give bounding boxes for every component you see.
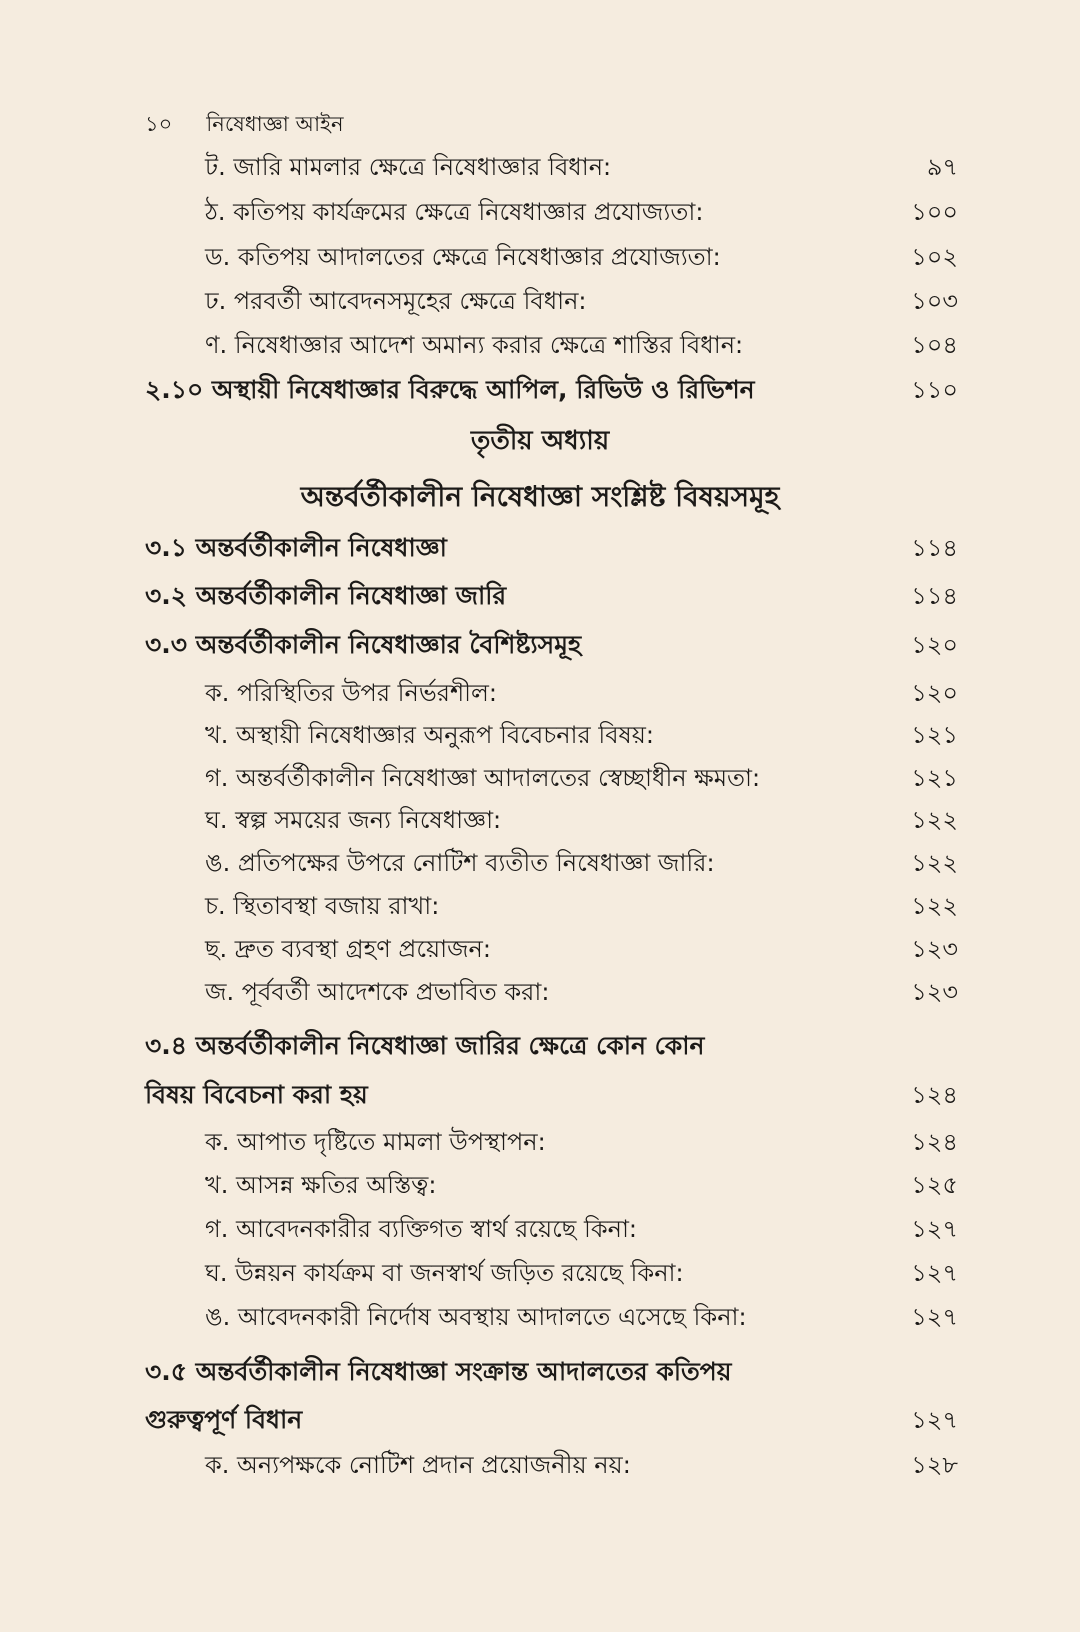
toc-entry-page: ১২৭ [911,1215,958,1243]
toc-entry [0,929,1080,969]
toc-section-page: ১১৪ [911,534,958,562]
toc-entry [0,972,1080,1012]
toc-entry-label: গ. আবেদনকারীর ব্যক্তিগত স্বার্থ রয়েছে কিনা: [205,1215,637,1243]
toc-entry-label: ক. আপাত দৃষ্টিতে মামলা উপস্থাপন: [205,1128,546,1156]
toc-entry [0,192,1080,232]
toc-entry-label: খ. আসন্ন ক্ষতির অস্তিত্ব: [205,1171,437,1199]
toc-section [0,528,1080,568]
toc-entry [0,1209,1080,1249]
toc-entry-label: ঘ. উন্নয়ন কার্যক্রম বা জনস্বার্থ জড়িত রয়েছে কিনা: [205,1259,684,1287]
toc-entry-page: ১২৭ [911,1303,958,1331]
toc-section-3-4-line1: ৩.৪ অন্তর্বর্তীকালীন নিষেধাজ্ঞা জারির ক্ষেত্রে কোন কোন [145,1031,705,1060]
toc-section-page: ১২৪ [911,1081,958,1109]
toc-section [0,576,1080,616]
toc-entry-page: ১২২ [911,892,958,920]
toc-entry-page: ১২৩ [911,978,958,1006]
header-page-number: ১০ [145,112,173,136]
toc-entry [0,1297,1080,1337]
toc-section-3-5-line1: ৩.৫ অন্তর্বর্তীকালীন নিষেধাজ্ঞা সংক্রান্ত আদালতের কতিপয় [145,1357,732,1386]
toc-entry [0,1445,1080,1485]
toc-entry-label: ঠ. কতিপয় কার্যক্রমের ক্ষেত্রে নিষেধাজ্ঞার প্রযোজ্যতা: [205,198,704,226]
toc-section-page: ১১০ [911,376,958,404]
header-book-title: নিষেধাজ্ঞা আইন [206,112,344,136]
toc-entry [0,715,1080,755]
toc-entry [0,843,1080,883]
toc-entry-page: ১২০ [911,679,958,707]
toc-section-label: ২.১০ অস্থায়ী নিষেধাজ্ঞার বিরুদ্ধে আপিল, রিভিউ ও রিভিশন [145,375,755,404]
toc-section-page: ১২০ [911,631,958,659]
toc-entry-label: ক. পরিস্থিতির উপর নির্ভরশীল: [205,679,497,707]
toc-section [0,625,1080,665]
toc-entry [0,1122,1080,1162]
toc-entry [0,800,1080,840]
toc-entry-page: ১২২ [911,849,958,877]
toc-entry [0,1165,1080,1205]
chapter-title: অন্তর্বর্তীকালীন নিষেধাজ্ঞা সংশ্লিষ্ট বিষয়সমূহ [300,480,780,513]
toc-entry [0,237,1080,277]
toc-section-page: ১১৪ [911,582,958,610]
toc-entry-page: ১০০ [911,198,958,226]
chapter-number: তৃতীয় অধ্যায় [470,426,610,456]
toc-entry [0,886,1080,926]
toc-entry-page: ১২১ [911,721,958,749]
toc-entry-page: ১০২ [911,243,958,271]
toc-entry [0,281,1080,321]
toc-entry-label: গ. অন্তর্বর্তীকালীন নিষেধাজ্ঞা আদালতের স্বেচ্ছাধীন ক্ষমতা: [205,764,761,792]
toc-entry-page: ১২৮ [911,1451,958,1479]
toc-entry-label: ড. কতিপয় আদালতের ক্ষেত্রে নিষেধাজ্ঞার প্রযোজ্যতা: [205,243,721,271]
toc-entry-label: ঙ. প্রতিপক্ষের উপরে নোটিশ ব্যতীত নিষেধাজ্ঞা জারি: [205,849,715,877]
toc-entry-page: ১২৫ [911,1171,958,1199]
toc-entry-label: ঘ. স্বল্প সময়ের জন্য নিষেধাজ্ঞা: [205,806,502,834]
toc-entry-label: ক. অন্যপক্ষকে নোটিশ প্রদান প্রয়োজনীয় নয়: [205,1451,631,1479]
toc-section-2-10 [0,370,1080,410]
toc-section-3-5 [0,1400,1080,1440]
toc-entry-page: ১২১ [911,764,958,792]
toc-section-3-4 [0,1075,1080,1115]
toc-entry [0,673,1080,713]
toc-entry-page: ১০৩ [911,287,958,315]
toc-section-label: ৩.১ অন্তর্বর্তীকালীন নিষেধাজ্ঞা [145,533,447,562]
toc-entry-page: ১২৪ [911,1128,958,1156]
toc-section-label: ৩.৩ অন্তর্বর্তীকালীন নিষেধাজ্ঞার বৈশিষ্ট্যসমূহ [145,630,582,659]
toc-entry-label: জ. পূর্ববর্তী আদেশকে প্রভাবিত করা: [205,978,550,1006]
toc-entry-label: চ. স্থিতাবস্থা বজায় রাখা: [205,892,440,920]
toc-entry-page: ৯৭ [926,153,958,181]
toc-entry-page: ১২৩ [911,935,958,963]
toc-entry-label: ট. জারি মামলার ক্ষেত্রে নিষেধাজ্ঞার বিধান: [205,153,612,181]
toc-entry-label: ঙ. আবেদনকারী নির্দোষ অবস্থায় আদালতে এসেছে কিনা: [205,1303,747,1331]
toc-entry [0,147,1080,187]
toc-section-label: ৩.২ অন্তর্বর্তীকালীন নিষেধাজ্ঞা জারি [145,581,507,610]
toc-entry-page: ১২৭ [911,1259,958,1287]
toc-entry-page: ১০৪ [911,331,958,359]
running-header [145,108,344,143]
toc-entry [0,1253,1080,1293]
toc-entry-label: ণ. নিষেধাজ্ঞার আদেশ অমান্য করার ক্ষেত্রে শাস্তির বিধান: [205,331,744,359]
toc-entry-label: খ. অস্থায়ী নিষেধাজ্ঞার অনুরূপ বিবেচনার বিষয়: [205,721,655,749]
toc-entry-page: ১২২ [911,806,958,834]
toc-section-label: বিষয় বিবেচনা করা হয় [145,1080,368,1109]
toc-entry-label: ঢ. পরবর্তী আবেদনসমূহের ক্ষেত্রে বিধান: [205,287,587,315]
toc-entry [0,325,1080,365]
toc-section-label: গুরুত্বপূর্ণ বিধান [145,1405,303,1434]
toc-section-page: ১২৭ [911,1406,958,1434]
toc-entry-label: ছ. দ্রুত ব্যবস্থা গ্রহণ প্রয়োজন: [205,935,491,963]
toc-entry [0,758,1080,798]
